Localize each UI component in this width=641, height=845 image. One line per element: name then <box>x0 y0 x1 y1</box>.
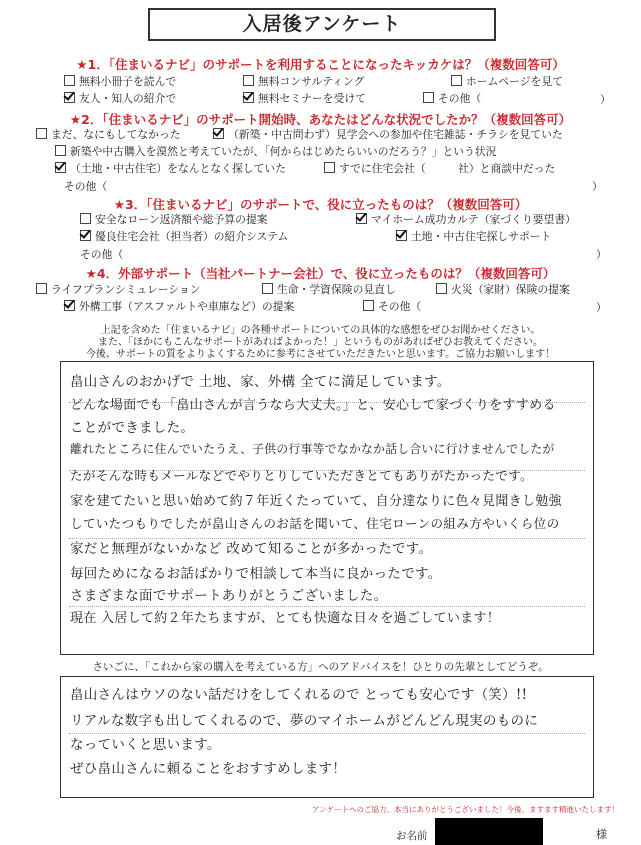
checked-checkbox-icon <box>80 230 91 241</box>
comment-line-2: どんな場面でも「畠山さんが言うなら大丈夫。」と、安心して家づくりをすすめる <box>70 398 556 413</box>
q1-option-friend[interactable]: 友人・知人の紹介で <box>64 92 176 106</box>
q1-other-close: ） <box>600 93 611 106</box>
q1-option-homepage[interactable]: ホームページを見て <box>451 75 563 89</box>
q2-option-negotiating[interactable]: すでに住宅会社（ 社）と商談中だった <box>324 162 555 176</box>
name-suffix: 様 <box>596 828 607 841</box>
q4-option-fire[interactable]: 火災（家財）保険の提案 <box>436 283 570 297</box>
comment-line-6: 家を建てたいと思い始めて約７年近くたっていて、自分達なりに色々見聞きし勉強 <box>70 494 562 509</box>
checked-checkbox-icon <box>396 230 407 241</box>
comment-line-9: 毎回ためになるお話ばかりで相談して本当に良かったです。 <box>70 566 442 582</box>
advice-prompt: さいごに、「これから家の購入を考えている方」へのアドバイスを！ひとりの先輩としてどうぞ。 <box>92 661 549 673</box>
q4-option-lifeplan[interactable]: ライフプランシミュレーション <box>36 283 201 297</box>
checkbox-icon <box>243 75 254 86</box>
q1-option-booklet[interactable]: 無料小冊子を読んで <box>64 75 176 89</box>
comment-line-8: 家だと無理がないかなど 改めて知ることが多かったです。 <box>70 541 433 557</box>
advice-line-1: 畠山さんはウソのない話だけをしてくれるので とっても安心です（笑）!! <box>70 687 528 703</box>
comment-line-11: 現在 入居して約２年たちますが、とても快適な日々を過ごしています！ <box>70 611 501 626</box>
q3-option-company[interactable]: 優良住宅会社（担当者）の紹介システム <box>80 230 288 244</box>
checked-checkbox-icon <box>356 213 367 224</box>
checkbox-icon <box>363 300 374 311</box>
question-2-heading: ★2．「住まいるナビ」のサポート開始時、あなたはどんな状況でしたか？（複数回答可） <box>69 112 572 127</box>
q1-option-consulting[interactable]: 無料コンサルティング <box>243 75 364 89</box>
q2-option-nothing[interactable]: まだ、なにもしてなかった <box>36 128 181 142</box>
q3-option-loan[interactable]: 安全なローン返済額や総予算の提案 <box>80 213 268 227</box>
advice-line-2: リアルな数字も出してくれるので、夢のマイホームがどんどん現実のものに <box>70 713 539 729</box>
name-redaction <box>435 818 543 845</box>
question-3-heading: ★3．「住まいるナビ」のサポートで、役に立ったものは？（複数回答可） <box>113 197 528 212</box>
question-1-heading: ★1．「住まいるナビ」のサポートを利用することになったキッカケは？（複数回答可） <box>76 57 565 72</box>
q1-option-seminar[interactable]: 無料セミナーを受けて <box>243 92 366 106</box>
checked-checkbox-icon <box>243 92 254 103</box>
checked-checkbox-icon <box>55 162 66 173</box>
checkbox-icon <box>64 75 75 86</box>
q4-option-insurance[interactable]: 生命・学資保険の見直し <box>262 283 396 297</box>
advice-line-3: なっていくと思います。 <box>70 737 221 753</box>
checked-checkbox-icon <box>64 92 75 103</box>
q2-option-searching[interactable]: （土地・中古住宅）をなんとなく探していた <box>55 162 286 176</box>
comment-prompt-line-2: また、「ほかにもこんなサポートがあればよかった！」というものがあればぜひお教えてください。 <box>98 337 543 348</box>
checkbox-icon <box>55 145 66 156</box>
survey-title: 入居後アンケート <box>148 8 496 41</box>
q4-option-other[interactable]: その他（ <box>363 300 421 314</box>
comment-line-10: さまざまな面でサポートありがとうございました。 <box>70 588 388 604</box>
name-label: お名前 <box>396 830 428 842</box>
question-4-heading: ★4．外部サポート（当社パートナー会社）で、役に立ったものは？（複数回答可） <box>85 266 556 281</box>
comment-line-5: たがそんな時もメールなどでやりとりしていただきとてもありがたかったです。 <box>70 468 533 483</box>
q4-other-close: ） <box>596 301 607 314</box>
checkbox-icon <box>36 128 47 139</box>
q4-option-exterior[interactable]: 外構工事（アスファルトや車庫など）の提案 <box>64 300 294 314</box>
comment-line-7: していたつもりでしたが畠山さんのお話を聞いて、住宅ローンの組み方やいくら位の <box>70 516 560 531</box>
checkbox-icon <box>80 213 91 224</box>
q2-option-vague[interactable]: 新築や中古購入を漠然と考えていたが、「何からはじめたらいいのだろう？」という状況 <box>55 145 496 159</box>
checkbox-icon <box>262 283 273 294</box>
comment-prompt-line-3: 今後、サポートの質をよりよくするために参考にさせていただきたいと思います。ご協力お願いします！ <box>85 349 556 360</box>
footer-thanks: アンケートへのご協力、本当にありがとうございました！今後、ますます精進いたします！ <box>311 805 619 814</box>
checkbox-icon <box>451 75 462 86</box>
checked-checkbox-icon <box>213 128 224 139</box>
comment-line-1: 畠山さんのおかげで 土地、家、外構 全てに満足しています。 <box>70 374 451 390</box>
checked-checkbox-icon <box>64 300 75 311</box>
checkbox-icon <box>423 92 434 103</box>
q2-option-open-house[interactable]: （新築・中古問わず）見学会への参加や住宅雑誌・チラシを見ていた <box>213 128 563 142</box>
advice-line-4: ぜひ畠山さんに頼ることをおすすめします！ <box>70 761 347 777</box>
q2-other-label: その他（ <box>64 180 108 193</box>
q3-other-label: その他（ <box>80 248 124 261</box>
q3-option-land[interactable]: 土地・中古住宅探しサポート <box>396 230 551 244</box>
comment-line-4: 離れたところに住んでいたうえ、子供の行事等でなかなか話し合いに行けませんでしたが <box>70 442 555 456</box>
checkbox-icon <box>36 283 47 294</box>
comment-line-3: ことができました。 <box>70 420 195 436</box>
checkbox-icon <box>324 162 335 173</box>
q2-other-close: ） <box>592 180 603 193</box>
comment-prompt-line-1: 上記を含めた「住まいるナビ」の各種サポートについての具体的な感想をぜひお聞かせください。 <box>100 325 541 336</box>
q3-option-karte[interactable]: マイホーム成功カルテ（家づくり要望書） <box>356 213 576 227</box>
q1-option-other[interactable]: その他（ <box>423 92 481 106</box>
q3-other-close: ） <box>596 248 607 261</box>
checkbox-icon <box>436 283 447 294</box>
